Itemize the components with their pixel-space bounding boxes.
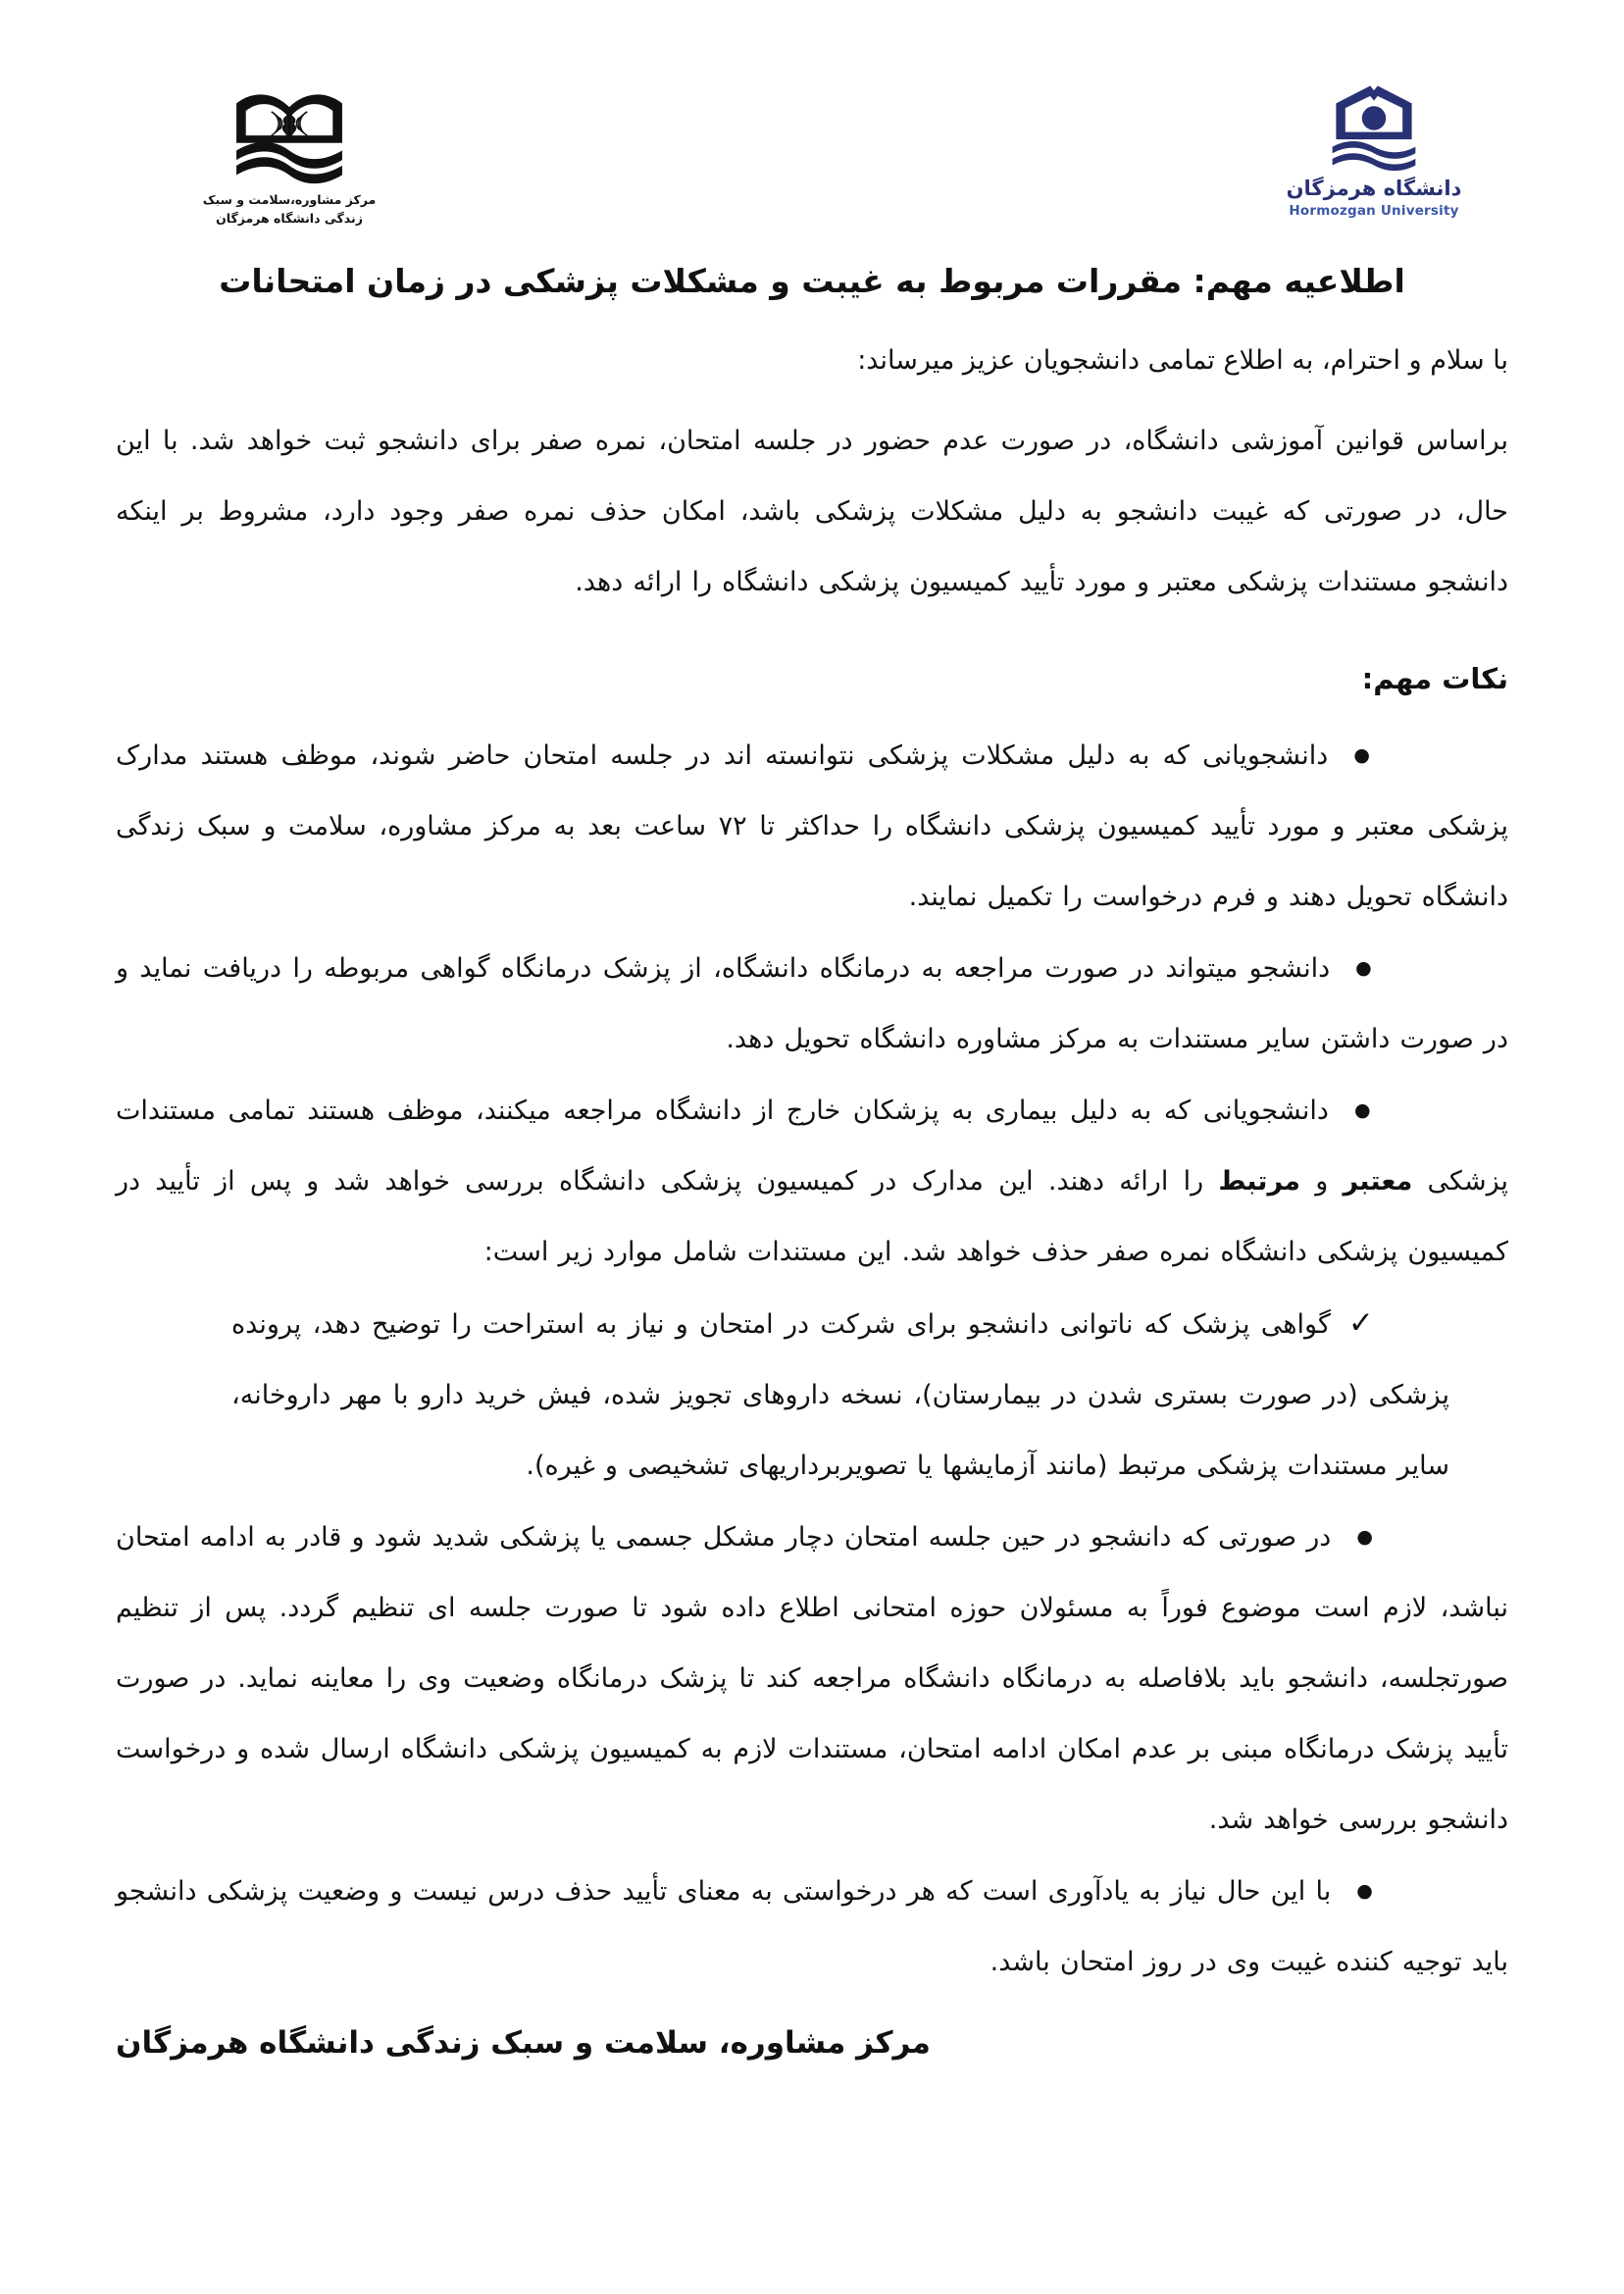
bullet-icon: ● bbox=[1353, 744, 1373, 766]
bullet-text: دانشجو میتواند در صورت مراجعه به درمانگاه دانشگاه، از پزشک درمانگاه گواهی مربوطه را دریافت نماید و در صورت داشتن سایر مستندات به مرکز مشاوره دانشگاه تحویل دهد. bbox=[116, 953, 1508, 1054]
bullet-icon: ● bbox=[1353, 1099, 1373, 1121]
signature-line: مرکز مشاوره، سلامت و سبک زندگی دانشگاه هرمزگان bbox=[116, 2025, 931, 2061]
notes-heading: نکات مهم: bbox=[1361, 662, 1508, 695]
intro-paragraph: براساس قوانین آموزشی دانشگاه، در صورت عدم حضور در جلسه امتحان، نمره صفر برای دانشجو ثبت خواهد شد. با این حال، در صورتی که غیبت دانشجو به دلیل مشکلات پزشکی باشد، امکان حذف نمره صفر وجود دارد، مشروط بر اینکه دانشجو مستندات پزشکی معتبر و مورد تأیید کمیسیون پزشکی دانشگاه را ارائه دهد. bbox=[116, 426, 1508, 597]
bullet-text: با این حال نیاز به یادآوری است که هر درخواستی به معنای تأیید حذف درس نیست و وضعیت پزشکی دانشجو باید توجیه کننده غیبت وی در روز امتحان باشد. bbox=[116, 1876, 1508, 1977]
bullet-text-rich: دانشجویانی که به دلیل بیماری به پزشکان خارج از دانشگاه مراجعه میکنند، موظف هستند تمامی مستندات پزشکی معتبر و مرتبط را ارائه دهند. این مدارک در کمیسیون پزشکی دانشگاه بررسی خواهد شد و پس از تأیید در کمیسیون پزشکی دانشگاه نمره صفر حذف خواهد شد. این مستندات شامل موارد زیر است: bbox=[116, 1096, 1508, 1267]
bullet-text: در صورتی که دانشجو در حین جلسه امتحان دچار مشکل جسمی یا پزشکی شدید شود و قادر به ادامه امتحان نباشد، لازم است موضوع فوراً به مسئولان حوزه امتحانی اطلاع داده شود تا صورت جلسه ای تنظیم گردد. پس از تنظیم صورتجلسه، دانشجو باید بلافاصله به درمانگاه دانشگاه مراجعه کند تا پزشک درمانگاه وضعیت وی را معاینه نماید. در صورت تأیید پزشک درمانگاه مبنی بر عدم امکان ادامه امتحان، مستندات لازم به کمیسیون پزشکی دانشگاه ارسال شده و درخواست دانشجو بررسی خواهد شد. bbox=[116, 1522, 1508, 1835]
university-logo bbox=[1271, 78, 1477, 219]
open-book-waves-icon bbox=[1323, 78, 1425, 173]
bullet-item-documents-deadline bbox=[116, 720, 1508, 933]
bullet-item-external-doctors bbox=[116, 1075, 1508, 1288]
bullet-icon: ● bbox=[1356, 1880, 1373, 1902]
notice-content bbox=[116, 257, 1508, 2072]
university-caption-en: Hormozgan University bbox=[1289, 203, 1459, 219]
counseling-center-logo bbox=[184, 86, 394, 229]
bullet-icon: ● bbox=[1355, 957, 1373, 979]
check-item-required-documents bbox=[231, 1288, 1449, 1502]
notice-title: اطلاعیه مهم: مقررات مربوط به غیبت و مشکلات پزشکی در زمان امتحانات bbox=[219, 262, 1405, 300]
bullet-item-reminder bbox=[116, 1856, 1508, 1998]
counseling-caption-line2: زندگی دانشگاه هرمزگان bbox=[216, 210, 363, 226]
university-caption-fa: دانشگاه هرمزگان bbox=[1286, 177, 1462, 200]
check-text: گواهی پزشک که ناتوانی دانشجو برای شرکت در امتحان و نیاز به استراحت را توضیح دهد، پرونده پزشکی (در صورت بستری شدن در بیمارستان)، نسخه داروهای تجویز شده، فیش خرید دارو با مهر داروخانه، سایر مستندات پزشکی مرتبط (مانند آزمایشها یا تصویربرداریهای تشخیصی و غیره). bbox=[231, 1309, 1449, 1481]
greeting-line: با سلام و احترام، به اطلاع تمامی دانشجویان عزیز میرساند: bbox=[857, 345, 1508, 376]
bullet-item-clinic-certificate bbox=[116, 933, 1508, 1075]
bullet-text: دانشجویانی که به دلیل مشکلات پزشکی نتوانسته اند در جلسه امتحان حاضر شوند، موظف هستند مدارک پزشکی معتبر و مورد تأیید کمیسیون پزشکی دانشگاه را حداکثر تا ۷۲ ساعت بعد به مرکز مشاوره، سلامت و سبک زندگی دانشگاه تحویل دهند و فرم درخواست را تکمیل نمایند. bbox=[116, 740, 1508, 912]
bullet-icon: ● bbox=[1356, 1526, 1373, 1548]
check-icon: ✓ bbox=[1347, 1305, 1375, 1341]
counseling-logo-caption bbox=[184, 191, 394, 229]
book-faces-waves-icon bbox=[231, 86, 347, 188]
bullet-item-during-exam-illness bbox=[116, 1502, 1508, 1856]
counseling-caption-line1: مرکز مشاوره،سلامت و سبک bbox=[202, 192, 377, 207]
